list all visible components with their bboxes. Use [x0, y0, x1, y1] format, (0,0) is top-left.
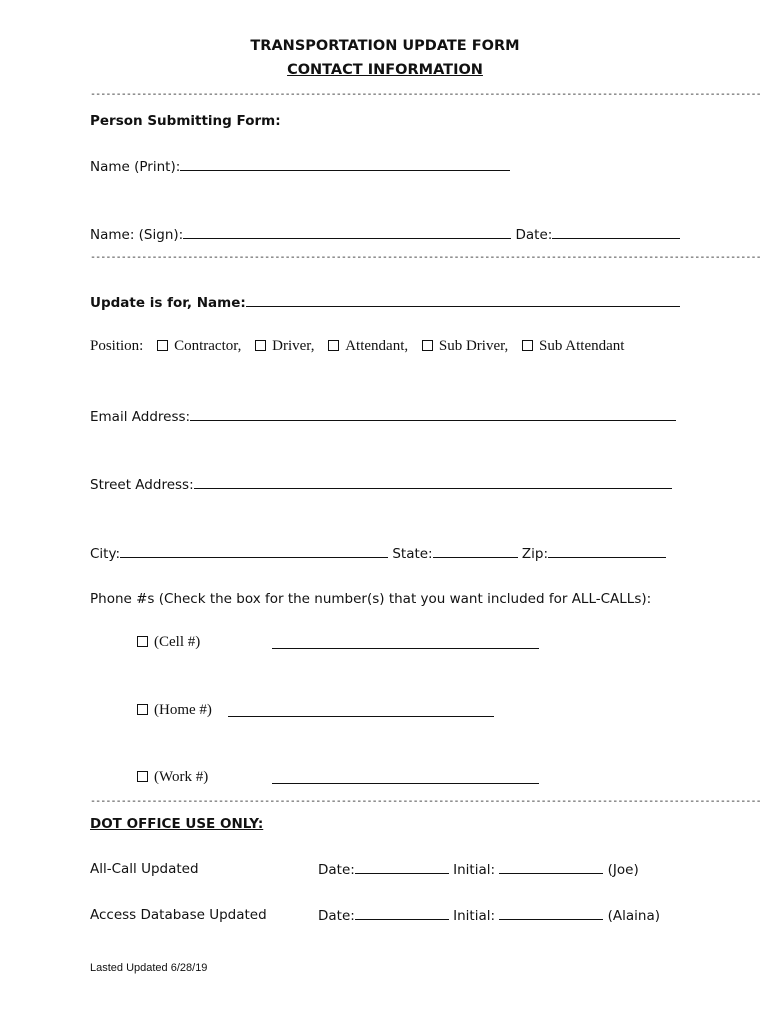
- update-for-label: Update is for, Name:: [90, 295, 246, 311]
- update-for-name-field[interactable]: [246, 294, 680, 307]
- allcall-initial-label: Initial:: [453, 862, 496, 878]
- phone-home-row: [137, 702, 212, 719]
- allcall-label: All-Call Updated: [90, 861, 199, 877]
- form-title: TRANSPORTATION UPDATE FORM: [250, 38, 520, 54]
- sub-driver-label: Sub Driver,: [438, 338, 509, 354]
- driver-checkbox[interactable]: [255, 340, 266, 351]
- separator-1: -----------------------------------------------------------------------------------------------------------------------------------: [90, 89, 761, 100]
- email-row: [90, 408, 676, 425]
- name-sign-field[interactable]: [183, 226, 511, 239]
- database-date-label: Date:: [318, 908, 355, 924]
- attendant-label: Attendant,: [345, 338, 409, 354]
- position-label: Position:: [90, 338, 144, 354]
- home-field-wrap: [228, 704, 494, 722]
- update-for-row: [90, 294, 680, 311]
- cell-field-wrap: [272, 636, 539, 654]
- work-field-wrap: [272, 771, 539, 789]
- position-option-sub-attendant[interactable]: [522, 338, 624, 355]
- phone-instruction: Phone #s (Check the box for the number(s) that you want included for ALL-CALLs):: [90, 591, 652, 607]
- allcall-date-field[interactable]: [355, 861, 449, 874]
- zip-label: Zip:: [521, 546, 549, 562]
- footer-updated: Lasted Updated 6/28/19: [90, 962, 208, 974]
- email-field[interactable]: [190, 408, 676, 421]
- state-field[interactable]: [433, 545, 518, 558]
- contractor-checkbox[interactable]: [157, 340, 168, 351]
- phone-work-row: [137, 769, 208, 786]
- city-state-zip-row: [90, 545, 666, 562]
- database-row-fields: [318, 907, 660, 924]
- home-label: (Home #): [154, 702, 212, 718]
- name-print-row: [90, 158, 510, 175]
- allcall-who: (Joe): [607, 862, 639, 878]
- name-print-field[interactable]: [180, 158, 510, 171]
- submitter-section-label: Person Submitting Form:: [90, 113, 281, 129]
- position-row: [90, 338, 634, 355]
- home-checkbox[interactable]: [137, 704, 148, 715]
- database-initial-field[interactable]: [499, 907, 603, 920]
- sign-date-label: Date:: [515, 227, 553, 243]
- name-print-label: Name (Print):: [90, 159, 181, 175]
- cell-field[interactable]: [272, 636, 539, 649]
- home-field[interactable]: [228, 704, 494, 717]
- separator-2: -----------------------------------------------------------------------------------------------------------------------------------: [90, 252, 761, 263]
- allcall-initial-field[interactable]: [499, 861, 603, 874]
- attendant-checkbox[interactable]: [328, 340, 339, 351]
- work-checkbox[interactable]: [137, 771, 148, 782]
- database-label: Access Database Updated: [90, 907, 267, 923]
- sub-driver-checkbox[interactable]: [422, 340, 433, 351]
- database-date-field[interactable]: [355, 907, 449, 920]
- allcall-date-label: Date:: [318, 862, 355, 878]
- sub-attendant-label: Sub Attendant: [539, 338, 625, 354]
- city-label: City:: [90, 546, 121, 562]
- zip-field[interactable]: [548, 545, 666, 558]
- street-label: Street Address:: [90, 477, 194, 493]
- name-sign-label: Name: (Sign):: [90, 227, 184, 243]
- position-option-sub-driver[interactable]: [422, 338, 508, 355]
- allcall-row-fields: [318, 861, 639, 878]
- cell-checkbox[interactable]: [137, 636, 148, 647]
- form-subtitle: CONTACT INFORMATION: [287, 62, 483, 78]
- position-option-driver[interactable]: [255, 338, 314, 355]
- phone-cell-row: [137, 634, 200, 651]
- driver-label: Driver,: [272, 338, 315, 354]
- work-label: (Work #): [154, 769, 209, 785]
- position-option-attendant[interactable]: [328, 338, 408, 355]
- contractor-label: Contractor,: [174, 338, 242, 354]
- work-field[interactable]: [272, 771, 539, 784]
- separator-3: -----------------------------------------------------------------------------------------------------------------------------------: [90, 796, 761, 807]
- database-who: (Alaina): [607, 908, 660, 924]
- position-option-contractor[interactable]: [157, 338, 241, 355]
- email-label: Email Address:: [90, 409, 191, 425]
- state-label: State:: [392, 546, 433, 562]
- sign-date-field[interactable]: [552, 226, 680, 239]
- name-sign-row: [90, 226, 680, 243]
- street-row: [90, 476, 672, 493]
- city-field[interactable]: [120, 545, 388, 558]
- sub-attendant-checkbox[interactable]: [522, 340, 533, 351]
- street-field[interactable]: [194, 476, 672, 489]
- database-initial-label: Initial:: [453, 908, 496, 924]
- office-use-heading: DOT OFFICE USE ONLY:: [90, 816, 264, 832]
- cell-label: (Cell #): [154, 634, 201, 650]
